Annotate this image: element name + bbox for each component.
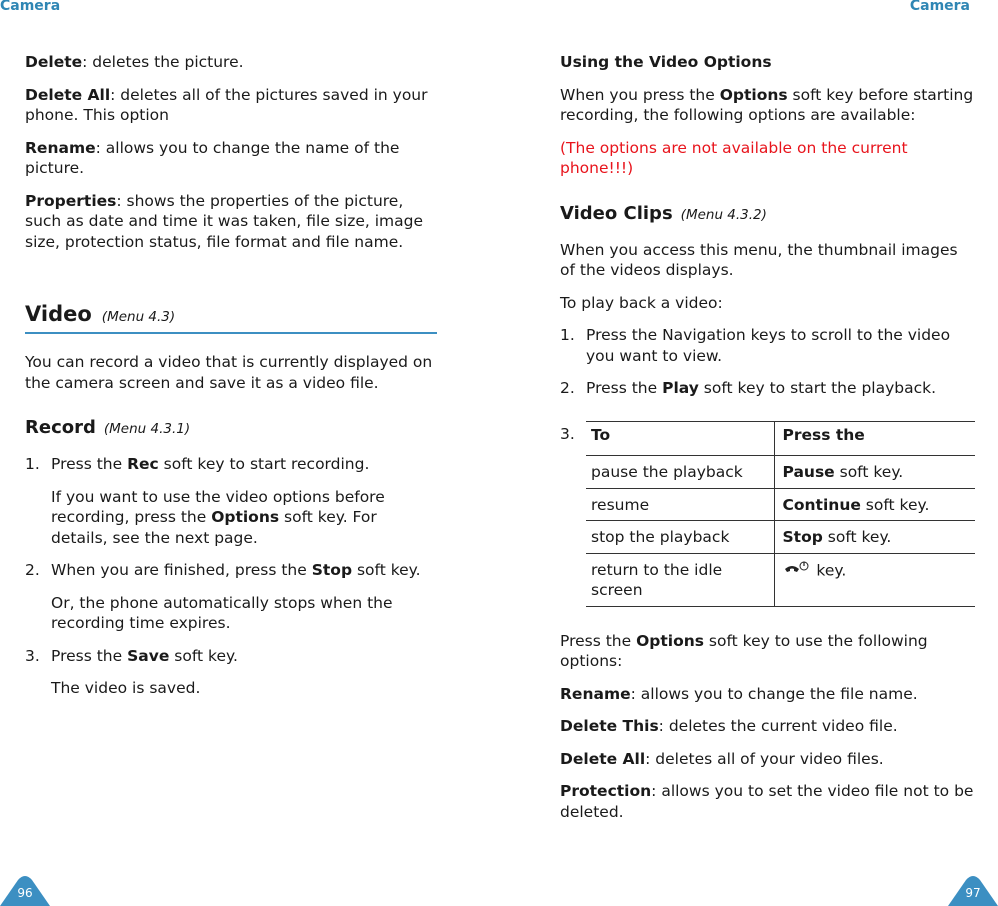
table-header-press: Press the xyxy=(774,421,975,456)
end-call-power-key-icon xyxy=(783,560,809,582)
table-row: resume Continue soft key. xyxy=(586,488,975,521)
running-head-left: Camera xyxy=(0,0,61,14)
option-rename: Rename: allows you to change the name of the picture. xyxy=(25,138,400,177)
record-step-1: 1. Press the Rec soft key to start recording. xyxy=(25,455,370,473)
record-step-2: 2. When you are finished, press the Stop soft key. xyxy=(25,561,421,579)
clip-option-delete-all: Delete All: deletes all of your video files. xyxy=(560,749,884,768)
record-note-options: If you want to use the video options before recording, press the Options soft key. For details, see the next page. xyxy=(51,487,385,547)
record-heading: Record (Menu 4.3.1) xyxy=(25,417,191,438)
clip-option-rename: Rename: allows you to change the file name. xyxy=(560,684,918,703)
options-intro: Press the Options soft key to use the following options: xyxy=(560,631,928,670)
option-delete: Delete: deletes the picture. xyxy=(25,53,244,71)
right-column xyxy=(560,52,975,834)
clip-option-delete-this: Delete This: deletes the current video file. xyxy=(560,717,898,735)
playback-intro: To play back a video: xyxy=(560,293,723,312)
playback-keys-table xyxy=(586,421,975,607)
video-clips-heading: Video Clips (Menu 4.3.2) xyxy=(560,202,767,224)
using-options-heading: Using the Video Options xyxy=(560,53,772,71)
table-header-row xyxy=(586,421,975,456)
options-unavailable-warning: (The options are not available on the current phone!!!) xyxy=(560,138,908,177)
table-row: stop the playback Stop soft key. xyxy=(586,521,975,554)
table-row: pause the playback Pause soft key. xyxy=(586,456,975,489)
table-row: return to the idle screen key. xyxy=(586,553,975,606)
record-step-3: 3. Press the Save soft key. xyxy=(25,646,238,665)
video-section-heading: Video (Menu 4.3) xyxy=(25,302,437,334)
left-column xyxy=(25,52,437,711)
page-number-right: 97 xyxy=(948,876,998,906)
using-options-text: When you press the Options soft key before starting recording, the following options are available: xyxy=(560,85,974,124)
running-head-right: Camera xyxy=(909,0,970,14)
page-number-left: 96 xyxy=(0,876,50,906)
record-note-saved: The video is saved. xyxy=(51,679,201,697)
option-delete-all: Delete All: deletes all of the pictures saved in your phone. This option xyxy=(25,85,428,124)
video-intro: You can record a video that is currently displayed on the camera screen and save it as a video file. xyxy=(25,353,433,392)
option-properties: Properties: shows the properties of the picture, such as date and time it was taken, file size, image size, protection status, file format and file name. xyxy=(25,191,424,251)
playback-step-1: 1. Press the Navigation keys to scroll to the video you want to view. xyxy=(560,326,951,365)
playback-step-3: 3. To Press the pause the playback Pause soft key. resume Continue soft key. stop the playback Stop soft key. return to the idle screen key. xyxy=(560,421,975,607)
clip-option-protection: Protection: allows you to set the video file not to be deleted. xyxy=(560,782,974,821)
record-note-autostop: Or, the phone automatically stops when the recording time expires. xyxy=(51,593,393,632)
video-clips-intro: When you access this menu, the thumbnail images of the videos displays. xyxy=(560,240,958,279)
table-header-to: To xyxy=(586,421,774,456)
playback-step-2: 2. Press the Play soft key to start the playback. xyxy=(560,379,937,397)
